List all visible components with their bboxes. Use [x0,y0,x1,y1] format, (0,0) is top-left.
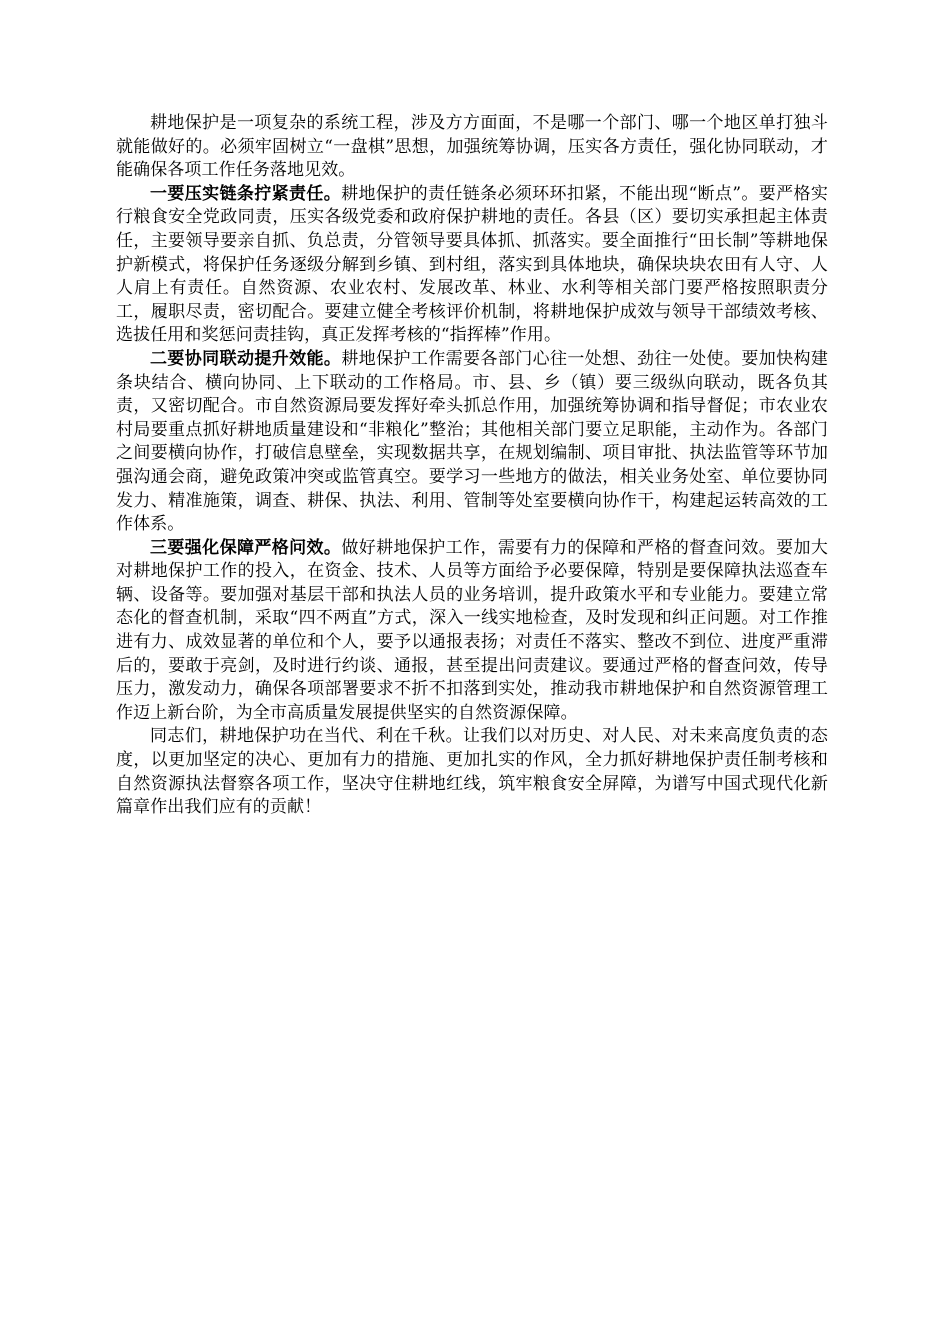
paragraph-text: 耕地保护是一项复杂的系统工程，涉及方方面面，不是哪一个部门、哪一个地区单打独斗就能做好的。必须牢固树立“一盘棋”思想，加强统筹协调，压实各方责任，强化协同联动，才能确保各项工作任务落地见效。 [116,113,828,181]
paragraph-responsibility [116,183,828,348]
document-body [116,112,828,820]
paragraph-heading: 一要压实链条拧紧责任。 [150,183,342,204]
paragraph-supervision [116,537,828,726]
paragraph-intro [116,112,828,183]
paragraph-text: 同志们，耕地保护功在当代、利在千秋。让我们以对历史、对人民、对未来高度负责的态度，以更加坚定的决心、更加有力的措施、更加扎实的作风，全力抓好耕地保护责任制考核和自然资源执法督察各项工作，坚决守住耕地红线，筑牢粮食安全屏障，为谱写中国式现代化新篇章作出我们应有的贡献！ [116,726,828,818]
paragraph-heading: 三要强化保障严格问效。 [150,537,342,558]
paragraph-text: 做好耕地保护工作，需要有力的保障和严格的督查问效。要加大对耕地保护工作的投入，在资金、技术、人员等方面给予必要保障，特别是要保障执法巡查车辆、设备等。要加强对基层干部和执法人员的业务培训，提升政策水平和专业能力。要建立常态化的督查机制，采取“四不两直”方式，深入一线实地检查，及时发现和纠正问题。对工作推进有力、成效显著的单位和个人，要予以通报表扬；对责任不落实、整改不到位、进度严重滞后的，要敢于亮剑，及时进行约谈、通报，甚至提出问责建议。要通过严格的督查问效，传导压力，激发动力，确保各项部署要求不折不扣落到实处，推动我市耕地保护和自然资源管理工作迈上新台阶，为全市高质量发展提供坚实的自然资源保障。 [116,537,828,723]
paragraph-coordination [116,348,828,537]
paragraph-closing [116,725,828,819]
paragraph-text: 耕地保护的责任链条必须环环扣紧，不能出现“断点”。要严格实行粮食安全党政同责，压实各级党委和政府保护耕地的责任。各县（区）要切实承担起主体责任，主要领导要亲自抓、负总责，分管领导要具体抓、抓落实。要全面推行“田长制”等耕地保护新模式，将保护任务逐级分解到乡镇、到村组，落实到具体地块，确保块块农田有人守、人人肩上有责任。自然资源、农业农村、发展改革、林业、水利等相关部门要严格按照职责分工，履职尽责，密切配合。要建立健全考核评价机制，将耕地保护成效与领导干部绩效考核、选拔任用和奖惩问责挂钩，真正发挥考核的“指挥棒”作用。 [116,183,828,346]
paragraph-heading: 二要协同联动提升效能。 [150,348,342,369]
paragraph-text: 耕地保护工作需要各部门心往一处想、劲往一处使。要加快构建条块结合、横向协同、上下联动的工作格局。市、县、乡（镇）要三级纵向联动，既各负其责，又密切配合。市自然资源局要发挥好牵头抓总作用，加强统筹协调和指导督促；市农业农村局要重点抓好耕地质量建设和“非粮化”整治；其他相关部门要立足职能，主动作为。各部门之间要横向协作，打破信息壁垒，实现数据共享，在规划编制、项目审批、执法监管等环节加强沟通会商，避免政策冲突或监管真空。要学习一些地方的做法，相关业务处室、单位要协同发力、精准施策，调查、耕保、执法、利用、管制等处室要横向协作干，构建起运转高效的工作体系。 [116,348,828,535]
